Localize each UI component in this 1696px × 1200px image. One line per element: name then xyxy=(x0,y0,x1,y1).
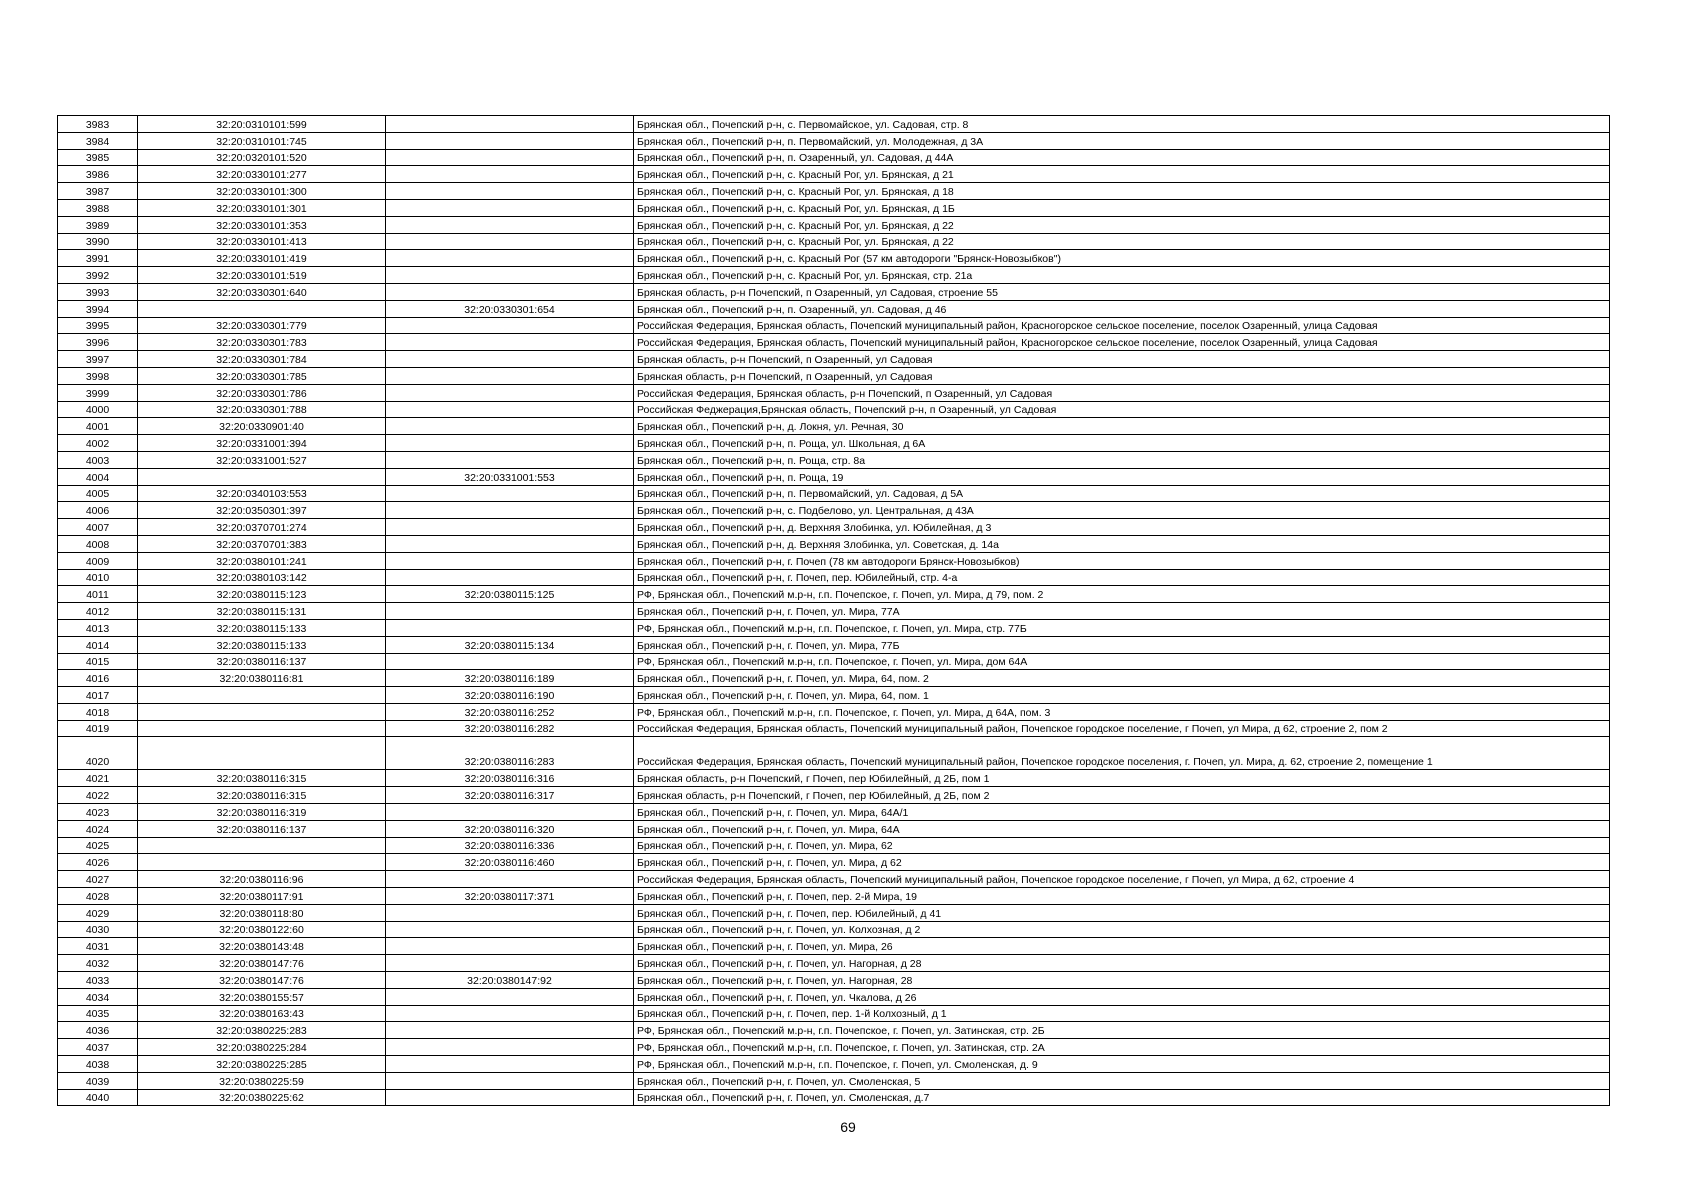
row-number-cell: 4031 xyxy=(58,938,138,955)
row-number-cell: 3994 xyxy=(58,300,138,317)
cadastral-number-cell: 32:20:0330301:640 xyxy=(138,283,386,300)
object-number-cell xyxy=(386,267,634,284)
table-row xyxy=(58,334,1610,351)
table-row xyxy=(58,317,1610,334)
table-row xyxy=(58,720,1610,737)
address-cell: Брянская обл., Почепский р-н, с. Красный Рог, ул. Брянская, д 18 xyxy=(634,183,1610,200)
object-number-cell xyxy=(386,519,634,536)
cadastral-number-cell: 32:20:0350301:397 xyxy=(138,502,386,519)
table-row xyxy=(58,485,1610,502)
cadastral-number-cell: 32:20:0330101:301 xyxy=(138,199,386,216)
object-number-cell xyxy=(386,988,634,1005)
address-cell: Брянская обл., Почепский р-н, г. Почеп, ул. Мира, 64А xyxy=(634,820,1610,837)
address-cell: Брянская область, р-н Почепский, п Озаренный, ул Садовая xyxy=(634,351,1610,368)
row-number-cell: 3998 xyxy=(58,367,138,384)
cadastral-number-cell: 32:20:0310101:599 xyxy=(138,116,386,133)
table-row xyxy=(58,1089,1610,1106)
table-row xyxy=(58,199,1610,216)
cadastral-number-cell: 32:20:0370701:274 xyxy=(138,519,386,536)
table-row xyxy=(58,586,1610,603)
object-number-cell xyxy=(386,250,634,267)
row-number-cell: 4015 xyxy=(58,653,138,670)
table-row xyxy=(58,451,1610,468)
cadastral-number-cell: 32:20:0331001:527 xyxy=(138,451,386,468)
cadastral-number-cell: 32:20:0330301:784 xyxy=(138,351,386,368)
row-number-cell: 4022 xyxy=(58,787,138,804)
table-row xyxy=(58,972,1610,989)
object-number-cell xyxy=(386,233,634,250)
address-cell: РФ, Брянская обл., Почепский м.р-н, г.п. Почепское, г. Почеп, ул. Мира, стр. 77Б xyxy=(634,619,1610,636)
row-number-cell: 4000 xyxy=(58,401,138,418)
object-number-cell: 32:20:0380116:316 xyxy=(386,770,634,787)
address-cell: Брянская обл., Почепский р-н, с. Красный Рог, ул. Брянская, д 22 xyxy=(634,216,1610,233)
table-row xyxy=(58,166,1610,183)
cadastral-number-cell: 32:20:0320101:520 xyxy=(138,149,386,166)
address-cell: Брянская обл., Почепский р-н, г. Почеп, ул. Мира, 64, пом. 1 xyxy=(634,687,1610,704)
cadastral-number-cell: 32:20:0380116:137 xyxy=(138,653,386,670)
cadastral-number-cell: 32:20:0331001:394 xyxy=(138,435,386,452)
table-row xyxy=(58,837,1610,854)
object-number-cell xyxy=(386,317,634,334)
row-number-cell: 4026 xyxy=(58,854,138,871)
table-row xyxy=(58,854,1610,871)
object-number-cell xyxy=(386,502,634,519)
row-number-cell: 3999 xyxy=(58,384,138,401)
cadastral-number-cell: 32:20:0380225:59 xyxy=(138,1072,386,1089)
cadastral-number-cell: 32:20:0330301:786 xyxy=(138,384,386,401)
table-row xyxy=(58,233,1610,250)
address-cell: Брянская обл., Почепский р-н, д. Верхняя Злобинка, ул. Советская, д. 14а xyxy=(634,535,1610,552)
object-number-cell xyxy=(386,804,634,821)
address-cell: РФ, Брянская обл., Почепский м.р-н, г.п. Почепское, г. Почеп, ул. Мира, д 79, пом. 2 xyxy=(634,586,1610,603)
table-row xyxy=(58,116,1610,133)
object-number-cell xyxy=(386,1022,634,1039)
address-cell: Брянская обл., Почепский р-н, д. Верхняя Злобинка, ул. Юбилейная, д 3 xyxy=(634,519,1610,536)
cadastral-number-cell: 32:20:0310101:745 xyxy=(138,132,386,149)
cadastral-number-cell: 32:20:0330101:300 xyxy=(138,183,386,200)
address-cell: РФ, Брянская обл., Почепский м.р-н, г.п. Почепское, г. Почеп, ул. Смоленская, д. 9 xyxy=(634,1056,1610,1073)
table-row xyxy=(58,904,1610,921)
table-row xyxy=(58,1056,1610,1073)
cadastral-number-cell: 32:20:0380116:81 xyxy=(138,670,386,687)
cadastral-number-cell: 32:20:0380155:57 xyxy=(138,988,386,1005)
address-cell: Брянская область, р-н Почепский, г Почеп, пер Юбилейный, д 2Б, пом 1 xyxy=(634,770,1610,787)
address-cell: Брянская обл., Почепский р-н, с. Красный Рог, ул. Брянская, д 22 xyxy=(634,233,1610,250)
object-number-cell xyxy=(386,451,634,468)
row-number-cell: 3991 xyxy=(58,250,138,267)
table-row xyxy=(58,670,1610,687)
row-number-cell: 4027 xyxy=(58,871,138,888)
table-row xyxy=(58,1039,1610,1056)
table-row xyxy=(58,770,1610,787)
object-number-cell: 32:20:0380147:92 xyxy=(386,972,634,989)
address-cell: Брянская обл., Почепский р-н, г. Почеп, ул. Мира, д 62 xyxy=(634,854,1610,871)
row-number-cell: 3983 xyxy=(58,116,138,133)
address-cell: Российская Федерация, Брянская область, Почепский муниципальный район, Красногорское сельское поселение, поселок Озаренный, улица Садовая xyxy=(634,334,1610,351)
cadastral-number-cell: 32:20:0380225:284 xyxy=(138,1039,386,1056)
object-number-cell: 32:20:0380116:317 xyxy=(386,787,634,804)
row-number-cell: 4023 xyxy=(58,804,138,821)
table-row xyxy=(58,921,1610,938)
cadastral-number-cell: 32:20:0330101:277 xyxy=(138,166,386,183)
address-cell: Брянская обл., Почепский р-н, п. Первомайский, ул. Молодежная, д 3А xyxy=(634,132,1610,149)
row-number-cell: 4016 xyxy=(58,670,138,687)
row-number-cell: 4040 xyxy=(58,1089,138,1106)
row-number-cell: 3997 xyxy=(58,351,138,368)
address-cell: Брянская обл., Почепский р-н, г. Почеп, пер. 1-й Колхозный, д 1 xyxy=(634,1005,1610,1022)
row-number-cell: 4017 xyxy=(58,687,138,704)
cadastral-number-cell: 32:20:0330101:419 xyxy=(138,250,386,267)
address-cell: Брянская обл., Почепский р-н, г. Почеп, ул. Мира, 64, пом. 2 xyxy=(634,670,1610,687)
cadastral-number-cell: 32:20:0380116:319 xyxy=(138,804,386,821)
object-number-cell xyxy=(386,183,634,200)
address-cell: Брянская обл., Почепский р-н, п. Роща, стр. 8а xyxy=(634,451,1610,468)
row-number-cell: 3985 xyxy=(58,149,138,166)
row-number-cell: 3995 xyxy=(58,317,138,334)
address-cell: Российская Феджерация,Брянская область, Почепский р-н, п Озаренный, ул Садовая xyxy=(634,401,1610,418)
object-number-cell: 32:20:0380116:336 xyxy=(386,837,634,854)
address-cell: Брянская обл., Почепский р-н, с. Красный Рог, ул. Брянская, д 1Б xyxy=(634,199,1610,216)
row-number-cell: 3984 xyxy=(58,132,138,149)
row-number-cell: 3989 xyxy=(58,216,138,233)
table-row xyxy=(58,250,1610,267)
cadastral-number-cell: 32:20:0330901:40 xyxy=(138,418,386,435)
cadastral-number-cell: 32:20:0380147:76 xyxy=(138,955,386,972)
row-number-cell: 4011 xyxy=(58,586,138,603)
table-row xyxy=(58,687,1610,704)
object-number-cell xyxy=(386,283,634,300)
cadastral-number-cell xyxy=(138,837,386,854)
object-number-cell: 32:20:0380116:320 xyxy=(386,820,634,837)
row-number-cell: 4038 xyxy=(58,1056,138,1073)
table-row xyxy=(58,787,1610,804)
address-cell: Брянская область, р-н Почепский, п Озаренный, ул Садовая xyxy=(634,367,1610,384)
table-row xyxy=(58,468,1610,485)
object-number-cell xyxy=(386,653,634,670)
row-number-cell: 4034 xyxy=(58,988,138,1005)
address-cell: Российская Федерация, Брянская область, Почепский муниципальный район, Почепское городское поселение, г Почеп, ул Мира, д 62, строение 2, пом 2 xyxy=(634,720,1610,737)
cadastral-number-cell xyxy=(138,720,386,737)
table-row xyxy=(58,619,1610,636)
cadastral-number-cell: 32:20:0380115:133 xyxy=(138,619,386,636)
address-cell: Брянская обл., Почепский р-н, г. Почеп, ул. Мира, 62 xyxy=(634,837,1610,854)
table-row xyxy=(58,938,1610,955)
cadastral-number-cell: 32:20:0380163:43 xyxy=(138,1005,386,1022)
object-number-cell: 32:20:0380116:190 xyxy=(386,687,634,704)
row-number-cell: 4020 xyxy=(58,737,138,770)
object-number-cell xyxy=(386,149,634,166)
object-number-cell xyxy=(386,435,634,452)
row-number-cell: 4036 xyxy=(58,1022,138,1039)
table-row xyxy=(58,384,1610,401)
object-number-cell xyxy=(386,552,634,569)
address-cell: Брянская обл., Почепский р-н, с. Подбелово, ул. Центральная, д 43А xyxy=(634,502,1610,519)
object-number-cell: 32:20:0380116:252 xyxy=(386,703,634,720)
row-number-cell: 4035 xyxy=(58,1005,138,1022)
address-cell: Брянская обл., Почепский р-н, г. Почеп, ул. Смоленская, д.7 xyxy=(634,1089,1610,1106)
address-cell: РФ, Брянская обл., Почепский м.р-н, г.п. Почепское, г. Почеп, ул. Мира, д 64А, пом. 3 xyxy=(634,703,1610,720)
address-cell: Брянская обл., Почепский р-н, с. Красный Рог (57 км автодороги "Брянск-Новозыбков") xyxy=(634,250,1610,267)
row-number-cell: 4014 xyxy=(58,636,138,653)
object-number-cell xyxy=(386,485,634,502)
object-number-cell: 32:20:0380117:371 xyxy=(386,888,634,905)
object-number-cell xyxy=(386,132,634,149)
object-number-cell xyxy=(386,401,634,418)
cadastral-number-cell: 32:20:0380225:62 xyxy=(138,1089,386,1106)
table-row xyxy=(58,401,1610,418)
table-row xyxy=(58,988,1610,1005)
row-number-cell: 4033 xyxy=(58,972,138,989)
address-cell: Брянская обл., Почепский р-н, г. Почеп (78 км автодороги Брянск-Новозыбков) xyxy=(634,552,1610,569)
row-number-cell: 4032 xyxy=(58,955,138,972)
address-cell: Российская Федерация, Брянская область, Почепский муниципальный район, Почепское городское поселение, г Почеп, ул Мира, д 62, строение 4 xyxy=(634,871,1610,888)
address-cell: РФ, Брянская обл., Почепский м.р-н, г.п. Почепское, г. Почеп, ул. Затинская, стр. 2Б xyxy=(634,1022,1610,1039)
object-number-cell xyxy=(386,384,634,401)
table-row xyxy=(58,603,1610,620)
object-number-cell xyxy=(386,535,634,552)
object-number-cell: 32:20:0380115:134 xyxy=(386,636,634,653)
object-number-cell xyxy=(386,1039,634,1056)
table-row xyxy=(58,351,1610,368)
cadastral-number-cell: 32:20:0330101:413 xyxy=(138,233,386,250)
table-row xyxy=(58,183,1610,200)
row-number-cell: 4019 xyxy=(58,720,138,737)
row-number-cell: 4005 xyxy=(58,485,138,502)
cadastral-number-cell: 32:20:0330301:788 xyxy=(138,401,386,418)
cadastral-number-cell xyxy=(138,703,386,720)
address-cell: Российская Федерация, Брянская область, Почепский муниципальный район, Красногорское сельское поселение, поселок Озаренный, улица Садовая xyxy=(634,317,1610,334)
table-row xyxy=(58,820,1610,837)
table-row xyxy=(58,535,1610,552)
cadastral-number-cell: 32:20:0380116:315 xyxy=(138,787,386,804)
cadastral-number-cell xyxy=(138,687,386,704)
cadastral-number-cell xyxy=(138,300,386,317)
object-number-cell xyxy=(386,569,634,586)
row-number-cell: 4037 xyxy=(58,1039,138,1056)
object-number-cell: 32:20:0380116:189 xyxy=(386,670,634,687)
object-number-cell xyxy=(386,1056,634,1073)
table-row xyxy=(58,367,1610,384)
object-number-cell: 32:20:0380116:283 xyxy=(386,737,634,770)
cadastral-number-cell: 32:20:0380115:131 xyxy=(138,603,386,620)
object-number-cell xyxy=(386,619,634,636)
table-row xyxy=(58,1005,1610,1022)
object-number-cell xyxy=(386,1005,634,1022)
cadastral-number-cell: 32:20:0370701:383 xyxy=(138,535,386,552)
table-row xyxy=(58,519,1610,536)
table-row xyxy=(58,435,1610,452)
table-row xyxy=(58,283,1610,300)
object-number-cell xyxy=(386,116,634,133)
address-cell: РФ, Брянская обл., Почепский м.р-н, г.п. Почепское, г. Почеп, ул. Затинская, стр. 2А xyxy=(634,1039,1610,1056)
address-cell: Брянская обл., Почепский р-н, г. Почеп, ул. Смоленская, 5 xyxy=(634,1072,1610,1089)
table-row xyxy=(58,502,1610,519)
object-number-cell: 32:20:0331001:553 xyxy=(386,468,634,485)
address-cell: РФ, Брянская обл., Почепский м.р-н, г.п. Почепское, г. Почеп, ул. Мира, дом 64А xyxy=(634,653,1610,670)
row-number-cell: 4009 xyxy=(58,552,138,569)
table-row xyxy=(58,216,1610,233)
row-number-cell: 4021 xyxy=(58,770,138,787)
row-number-cell: 4028 xyxy=(58,888,138,905)
address-cell: Брянская обл., Почепский р-н, г. Почеп, ул. Нагорная, д 28 xyxy=(634,955,1610,972)
row-number-cell: 3993 xyxy=(58,283,138,300)
object-number-cell xyxy=(386,921,634,938)
cadastral-number-cell: 32:20:0380147:76 xyxy=(138,972,386,989)
table-row xyxy=(58,149,1610,166)
cadastral-number-cell: 32:20:0380118:80 xyxy=(138,904,386,921)
object-number-cell xyxy=(386,351,634,368)
object-number-cell xyxy=(386,367,634,384)
cadastral-number-cell: 32:20:0380115:133 xyxy=(138,636,386,653)
address-cell: Брянская обл., Почепский р-н, п. Озаренный, ул. Садовая, д 44А xyxy=(634,149,1610,166)
cadastral-number-cell: 32:20:0330101:353 xyxy=(138,216,386,233)
cadastral-number-cell: 32:20:0380116:137 xyxy=(138,820,386,837)
object-number-cell xyxy=(386,1072,634,1089)
row-number-cell: 4002 xyxy=(58,435,138,452)
address-cell: Брянская обл., Почепский р-н, с. Красный Рог, ул. Брянская, д 21 xyxy=(634,166,1610,183)
address-cell: Брянская обл., Почепский р-н, г. Почеп, ул. Колхозная, д 2 xyxy=(634,921,1610,938)
table-row xyxy=(58,418,1610,435)
cadastral-number-cell: 32:20:0380103:142 xyxy=(138,569,386,586)
cadastral-number-cell: 32:20:0380116:315 xyxy=(138,770,386,787)
table-row xyxy=(58,703,1610,720)
object-number-cell: 32:20:0380115:125 xyxy=(386,586,634,603)
cadastral-number-cell: 32:20:0330301:783 xyxy=(138,334,386,351)
cadastral-number-cell: 32:20:0380143:48 xyxy=(138,938,386,955)
registry-table xyxy=(57,115,1610,1106)
address-cell: Брянская обл., Почепский р-н, г. Почеп, ул. Мира, 64А/1 xyxy=(634,804,1610,821)
table-row xyxy=(58,552,1610,569)
cadastral-number-cell: 32:20:0380225:283 xyxy=(138,1022,386,1039)
row-number-cell: 4003 xyxy=(58,451,138,468)
row-number-cell: 4029 xyxy=(58,904,138,921)
object-number-cell: 32:20:0330301:654 xyxy=(386,300,634,317)
row-number-cell: 3987 xyxy=(58,183,138,200)
row-number-cell: 4013 xyxy=(58,619,138,636)
table-row xyxy=(58,569,1610,586)
table-row xyxy=(58,132,1610,149)
table-row xyxy=(58,636,1610,653)
table-row xyxy=(58,1022,1610,1039)
row-number-cell: 3990 xyxy=(58,233,138,250)
row-number-cell: 3986 xyxy=(58,166,138,183)
address-cell: Брянская обл., Почепский р-н, г. Почеп, ул. Мира, 26 xyxy=(634,938,1610,955)
row-number-cell: 4006 xyxy=(58,502,138,519)
object-number-cell xyxy=(386,166,634,183)
address-cell: Брянская обл., Почепский р-н, г. Почеп, ул. Чкалова, д 26 xyxy=(634,988,1610,1005)
table-row xyxy=(58,804,1610,821)
row-number-cell: 4001 xyxy=(58,418,138,435)
table-row xyxy=(58,888,1610,905)
cadastral-number-cell: 32:20:0380116:96 xyxy=(138,871,386,888)
cadastral-number-cell: 32:20:0380122:60 xyxy=(138,921,386,938)
row-number-cell: 4012 xyxy=(58,603,138,620)
object-number-cell xyxy=(386,871,634,888)
object-number-cell xyxy=(386,418,634,435)
registry-body xyxy=(58,116,1610,1106)
cadastral-number-cell xyxy=(138,737,386,770)
row-number-cell: 4018 xyxy=(58,703,138,720)
address-cell: Брянская обл., Почепский р-н, п. Роща, ул. Школьная, д 6А xyxy=(634,435,1610,452)
cadastral-number-cell: 32:20:0380115:123 xyxy=(138,586,386,603)
address-cell: Брянская область, р-н Почепский, п Озаренный, ул Садовая, строение 55 xyxy=(634,283,1610,300)
object-number-cell xyxy=(386,955,634,972)
row-number-cell: 3996 xyxy=(58,334,138,351)
row-number-cell: 4039 xyxy=(58,1072,138,1089)
address-cell: Брянская обл., Почепский р-н, г. Почеп, пер. Юбилейный, д 41 xyxy=(634,904,1610,921)
cadastral-number-cell: 32:20:0340103:553 xyxy=(138,485,386,502)
row-number-cell: 3992 xyxy=(58,267,138,284)
table-row xyxy=(58,267,1610,284)
table-row xyxy=(58,871,1610,888)
address-cell: Брянская обл., Почепский р-н, г. Почеп, пер. 2-й Мира, 19 xyxy=(634,888,1610,905)
cadastral-number-cell: 32:20:0380101:241 xyxy=(138,552,386,569)
address-cell: Брянская обл., Почепский р-н, г. Почеп, ул. Нагорная, 28 xyxy=(634,972,1610,989)
row-number-cell: 4030 xyxy=(58,921,138,938)
table-row xyxy=(58,300,1610,317)
object-number-cell xyxy=(386,199,634,216)
table-row xyxy=(58,737,1610,770)
address-cell: Брянская область, р-н Почепский, г Почеп, пер Юбилейный, д 2Б, пом 2 xyxy=(634,787,1610,804)
object-number-cell: 32:20:0380116:282 xyxy=(386,720,634,737)
row-number-cell: 4008 xyxy=(58,535,138,552)
address-cell: Брянская обл., Почепский р-н, г. Почеп, пер. Юбилейный, стр. 4-а xyxy=(634,569,1610,586)
address-cell: Брянская обл., Почепский р-н, п. Роща, 19 xyxy=(634,468,1610,485)
address-cell: Брянская обл., Почепский р-н, п. Первомайский, ул. Садовая, д 5А xyxy=(634,485,1610,502)
object-number-cell xyxy=(386,334,634,351)
cadastral-number-cell: 32:20:0330301:785 xyxy=(138,367,386,384)
row-number-cell: 4024 xyxy=(58,820,138,837)
address-cell: Брянская обл., Почепский р-н, г. Почеп, ул. Мира, 77Б xyxy=(634,636,1610,653)
row-number-cell: 4004 xyxy=(58,468,138,485)
object-number-cell xyxy=(386,1089,634,1106)
object-number-cell xyxy=(386,938,634,955)
cadastral-number-cell: 32:20:0380117:91 xyxy=(138,888,386,905)
cadastral-number-cell: 32:20:0380225:285 xyxy=(138,1056,386,1073)
cadastral-number-cell xyxy=(138,854,386,871)
address-cell: Брянская обл., Почепский р-н, г. Почеп, ул. Мира, 77А xyxy=(634,603,1610,620)
object-number-cell: 32:20:0380116:460 xyxy=(386,854,634,871)
row-number-cell: 4010 xyxy=(58,569,138,586)
address-cell: Российская Федерация, Брянская область, Почепский муниципальный район, Почепское городское поселения, г. Почеп, ул. Мира, д. 62, строение 2, помещение 1 xyxy=(634,737,1610,770)
address-cell: Российская Федерация, Брянская область, р-н Почепский, п Озаренный, ул Садовая xyxy=(634,384,1610,401)
table-row xyxy=(58,955,1610,972)
address-cell: Брянская обл., Почепский р-н, с. Первомайское, ул. Садовая, стр. 8 xyxy=(634,116,1610,133)
table-row xyxy=(58,1072,1610,1089)
row-number-cell: 4007 xyxy=(58,519,138,536)
cadastral-number-cell: 32:20:0330101:519 xyxy=(138,267,386,284)
row-number-cell: 3988 xyxy=(58,199,138,216)
row-number-cell: 4025 xyxy=(58,837,138,854)
address-cell: Брянская обл., Почепский р-н, д. Локня, ул. Речная, 30 xyxy=(634,418,1610,435)
cadastral-number-cell: 32:20:0330301:779 xyxy=(138,317,386,334)
object-number-cell xyxy=(386,603,634,620)
cadastral-number-cell xyxy=(138,468,386,485)
object-number-cell xyxy=(386,216,634,233)
table-row xyxy=(58,653,1610,670)
address-cell: Брянская обл., Почепский р-н, п. Озаренный, ул. Садовая, д 46 xyxy=(634,300,1610,317)
address-cell: Брянская обл., Почепский р-н, с. Красный Рог, ул. Брянская, стр. 21а xyxy=(634,267,1610,284)
page-number: 69 xyxy=(840,1119,856,1135)
object-number-cell xyxy=(386,904,634,921)
